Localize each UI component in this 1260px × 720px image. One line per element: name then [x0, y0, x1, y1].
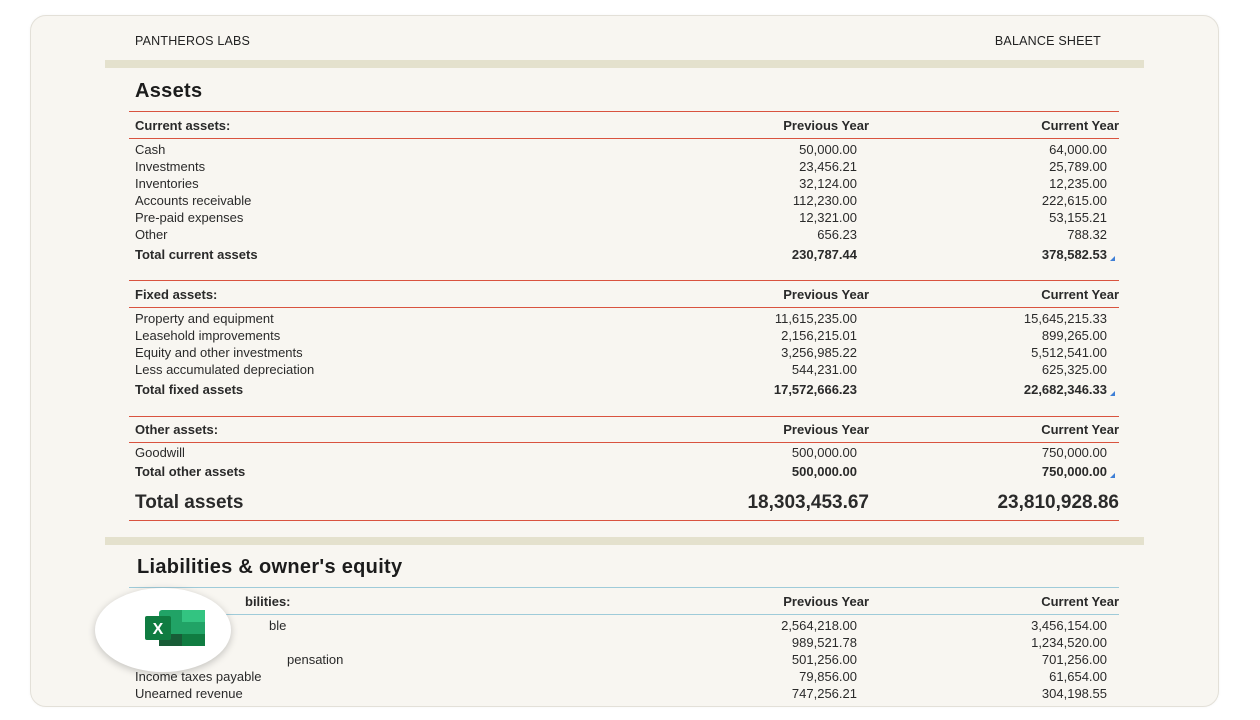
- section-heading: bilities:: [245, 594, 291, 609]
- row-label: Equity and other investments: [135, 345, 303, 360]
- column-current-year: Current Year: [1041, 287, 1119, 302]
- document-type: BALANCE SHEET: [994, 34, 1101, 48]
- section-heading: Other assets:: [135, 422, 219, 437]
- previous-year-value: 32,124.00: [799, 176, 857, 191]
- previous-year-total: 230,787.44: [791, 247, 857, 262]
- table-row: [135, 328, 1119, 345]
- row-label: Unearned revenue: [135, 686, 243, 701]
- total-label: Total other assets: [135, 464, 246, 479]
- table-row: [135, 445, 1119, 462]
- grand-total-row: [135, 492, 1119, 518]
- rule: [129, 520, 1119, 521]
- row-label: Leasehold improvements: [135, 328, 281, 343]
- grand-total-label: Total assets: [135, 492, 244, 513]
- current-year-total: 750,000.00: [1041, 464, 1107, 479]
- row-label: Pre-paid expenses: [135, 210, 244, 225]
- table-row: [135, 618, 1119, 635]
- previous-year-value: 747,256.21: [791, 686, 857, 701]
- other-assets-header: [135, 422, 1119, 439]
- divider-band: [105, 537, 1144, 545]
- current-year-value: 1,234,520.00: [1031, 635, 1107, 650]
- current-year-value: 12,235.00: [1049, 176, 1107, 191]
- cell-marker-icon: [1110, 473, 1115, 478]
- assets-title: Assets: [135, 80, 203, 102]
- table-row: [135, 345, 1119, 362]
- current-year-value: 899,265.00: [1041, 328, 1107, 343]
- table-row: [135, 210, 1119, 227]
- current-liabilities-header: [135, 594, 1119, 611]
- current-year-value: 25,789.00: [1049, 159, 1107, 174]
- current-year-value: 61,654.00: [1049, 669, 1107, 684]
- row-label: Income taxes payable: [135, 669, 262, 684]
- previous-year-value: 79,856.00: [799, 669, 857, 684]
- table-row: [135, 635, 1119, 652]
- current-year-value: 222,615.00: [1041, 193, 1107, 208]
- previous-year-value: 3,256,985.22: [781, 345, 857, 360]
- row-label: Less accumulated depreciation: [135, 362, 315, 377]
- previous-year-total: 17,572,666.23: [773, 382, 857, 397]
- excel-icon: [145, 610, 225, 646]
- liabilities-title: Liabilities & owner's equity: [137, 556, 403, 578]
- cell-marker-icon: [1110, 256, 1115, 261]
- current-year-value: 64,000.00: [1049, 142, 1107, 157]
- total-row: [135, 464, 1119, 481]
- total-row: [135, 382, 1119, 399]
- current-year-value: 750,000.00: [1041, 445, 1107, 460]
- current-year-value: 788.32: [1067, 227, 1107, 242]
- current-year-value: 3,456,154.00: [1031, 618, 1107, 633]
- row-label: Investments: [135, 159, 206, 174]
- total-label: Total current assets: [135, 247, 258, 262]
- excel-app-badge[interactable]: [95, 588, 231, 672]
- section-heading: Fixed assets:: [135, 287, 218, 302]
- previous-year-value: 2,156,215.01: [781, 328, 857, 343]
- current-year-total: 378,582.53: [1041, 247, 1107, 262]
- previous-year-value: 12,321.00: [799, 210, 857, 225]
- current-year-total: 22,682,346.33: [1023, 382, 1107, 397]
- previous-year-value: 989,521.78: [791, 635, 857, 650]
- table-row: [135, 669, 1119, 686]
- table-row: [135, 159, 1119, 176]
- rule: [129, 442, 1119, 443]
- previous-year-value: 544,231.00: [791, 362, 857, 377]
- total-row: [135, 247, 1119, 264]
- column-current-year: Current Year: [1041, 118, 1119, 133]
- rule: [129, 138, 1119, 139]
- rule: [129, 280, 1119, 281]
- row-label: Cash: [135, 142, 166, 157]
- rule: [129, 111, 1119, 112]
- column-previous-year: Previous Year: [783, 287, 869, 302]
- table-row: [135, 652, 1119, 669]
- previous-year-value: 112,230.00: [792, 193, 857, 208]
- row-label: Other: [135, 227, 168, 242]
- rule: [129, 587, 1119, 588]
- column-current-year: Current Year: [1041, 422, 1119, 437]
- fixed-assets-header: [135, 287, 1119, 304]
- current-year-value: 53,155.21: [1049, 210, 1107, 225]
- table-row: [135, 142, 1119, 159]
- rule: [129, 307, 1119, 308]
- previous-year-value: 656.23: [817, 227, 857, 242]
- row-label: Property and equipment: [135, 311, 274, 326]
- table-row: [135, 686, 1119, 703]
- row-label: Accounts receivable: [135, 193, 252, 208]
- company-name: PANTHEROS LABS: [135, 34, 251, 48]
- grand-total-current: 23,810,928.86: [997, 492, 1119, 513]
- previous-year-value: 501,256.00: [791, 652, 857, 667]
- cell-marker-icon: [1110, 391, 1115, 396]
- section-heading: Current assets:: [135, 118, 231, 133]
- rule: [129, 614, 1119, 615]
- row-label: ble: [269, 618, 287, 633]
- previous-year-value: 11,615,235.00: [774, 311, 857, 326]
- current-year-value: 625,325.00: [1041, 362, 1107, 377]
- previous-year-value: 500,000.00: [791, 445, 857, 460]
- table-row: [135, 176, 1119, 193]
- column-previous-year: Previous Year: [783, 422, 869, 437]
- previous-year-value: 2,564,218.00: [781, 618, 857, 633]
- column-previous-year: Previous Year: [783, 118, 869, 133]
- current-year-value: 701,256.00: [1041, 652, 1107, 667]
- grand-total-previous: 18,303,453.67: [747, 492, 869, 513]
- column-previous-year: Previous Year: [783, 594, 869, 609]
- current-year-value: 15,645,215.33: [1023, 311, 1107, 326]
- previous-year-value: 23,456.21: [799, 159, 857, 174]
- column-current-year: Current Year: [1041, 594, 1119, 609]
- total-label: Total fixed assets: [135, 382, 244, 397]
- current-year-value: 5,512,541.00: [1031, 345, 1107, 360]
- table-row: [135, 193, 1119, 210]
- previous-year-value: 50,000.00: [799, 142, 857, 157]
- row-label: Goodwill: [135, 445, 185, 460]
- row-label: pensation: [287, 652, 344, 667]
- rule: [129, 416, 1119, 417]
- table-row: [135, 362, 1119, 379]
- current-assets-header: [135, 118, 1119, 135]
- row-label: Inventories: [135, 176, 199, 191]
- table-row: [135, 311, 1119, 328]
- divider-band: [105, 60, 1144, 68]
- svg-text:X: X: [152, 621, 164, 638]
- table-row: [135, 227, 1119, 244]
- previous-year-total: 500,000.00: [791, 464, 857, 479]
- current-year-value: 304,198.55: [1041, 686, 1107, 701]
